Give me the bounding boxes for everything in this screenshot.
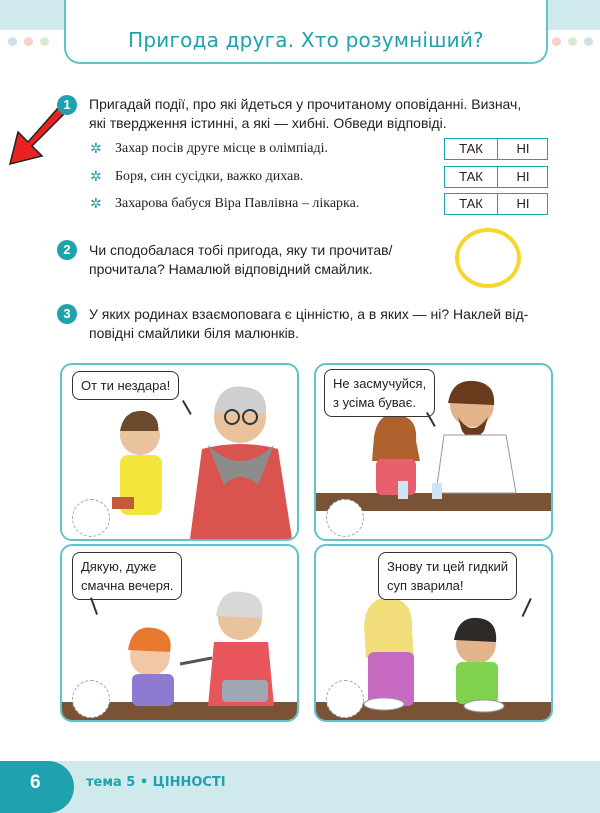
speech-text: Дякую, дуже <box>81 559 157 574</box>
sun-icon: ✲ <box>90 168 102 184</box>
illustration-panel-2 <box>314 363 553 541</box>
answer-box-1 <box>444 138 548 160</box>
answer-box-2 <box>444 166 548 188</box>
speech-text: Не засмучуйся, <box>333 376 427 391</box>
illustration-panel-4 <box>314 544 553 722</box>
statement-3: Захарова бабуся Віра Павлівна – лікарка. <box>115 196 360 211</box>
speech-text: Знову ти цей гидкий <box>387 559 509 574</box>
false-option[interactable]: НІ <box>516 169 530 184</box>
sticker-circle-3[interactable] <box>72 680 110 718</box>
speech-bubble-3 <box>72 552 182 600</box>
task2-text-line1: Чи сподобалася тобі пригода, яку ти прочитав/ <box>89 242 393 258</box>
page-title: Пригода друга. Хто розумніший? <box>128 28 484 52</box>
task1-text-line1: Пригадай події, про які йдеться у прочитаному оповіданні. Визнач, <box>89 96 522 112</box>
sun-icon: ✲ <box>90 140 102 156</box>
sticker-circle-2[interactable] <box>326 499 364 537</box>
red-arrow-icon <box>6 108 64 166</box>
false-option[interactable]: НІ <box>516 196 530 211</box>
task2-text-line2: прочитала? Намалюй відповідний смайлик. <box>89 261 373 277</box>
illustration-panel-1 <box>60 363 299 541</box>
task3-text-line2: повідні смайлики біля малюнків. <box>89 325 300 341</box>
task-number-1: 1 <box>57 95 77 115</box>
sun-icon: ✲ <box>90 195 102 211</box>
statement-1: Захар посів друге місце в олімпіаді. <box>115 141 328 156</box>
smiley-drawing-area[interactable] <box>455 228 521 288</box>
task3-text-line1: У яких родинах взаємоповага є цінністю, а в яких — ні? Наклей від- <box>89 306 529 322</box>
speech-bubble-2 <box>324 369 435 417</box>
false-option[interactable]: НІ <box>516 141 530 156</box>
sticker-circle-4[interactable] <box>326 680 364 718</box>
speech-text: з усіма буває. <box>333 395 416 410</box>
page-number: 6 <box>30 772 41 793</box>
illustration-panel-3 <box>60 544 299 722</box>
statement-2: Боря, син сусідки, важко дихав. <box>115 169 304 184</box>
true-option[interactable]: ТАК <box>459 169 483 184</box>
true-option[interactable]: ТАК <box>459 141 483 156</box>
speech-text: смачна вечеря. <box>81 578 174 593</box>
true-option[interactable]: ТАК <box>459 196 483 211</box>
speech-text: суп зварила! <box>387 578 464 593</box>
task-number-2: 2 <box>57 240 77 260</box>
sticker-circle-1[interactable] <box>72 499 110 537</box>
answer-box-3 <box>444 193 548 215</box>
speech-text: От ти нездара! <box>81 378 171 393</box>
task1-text-line2: які твердження істинні, а які — хибні. Обведи відповіді. <box>89 115 447 131</box>
task-number-3: 3 <box>57 304 77 324</box>
speech-bubble-4 <box>378 552 517 600</box>
speech-bubble-1 <box>72 371 179 400</box>
topic-label: тема 5 • ЦІННОСТІ <box>86 775 226 790</box>
